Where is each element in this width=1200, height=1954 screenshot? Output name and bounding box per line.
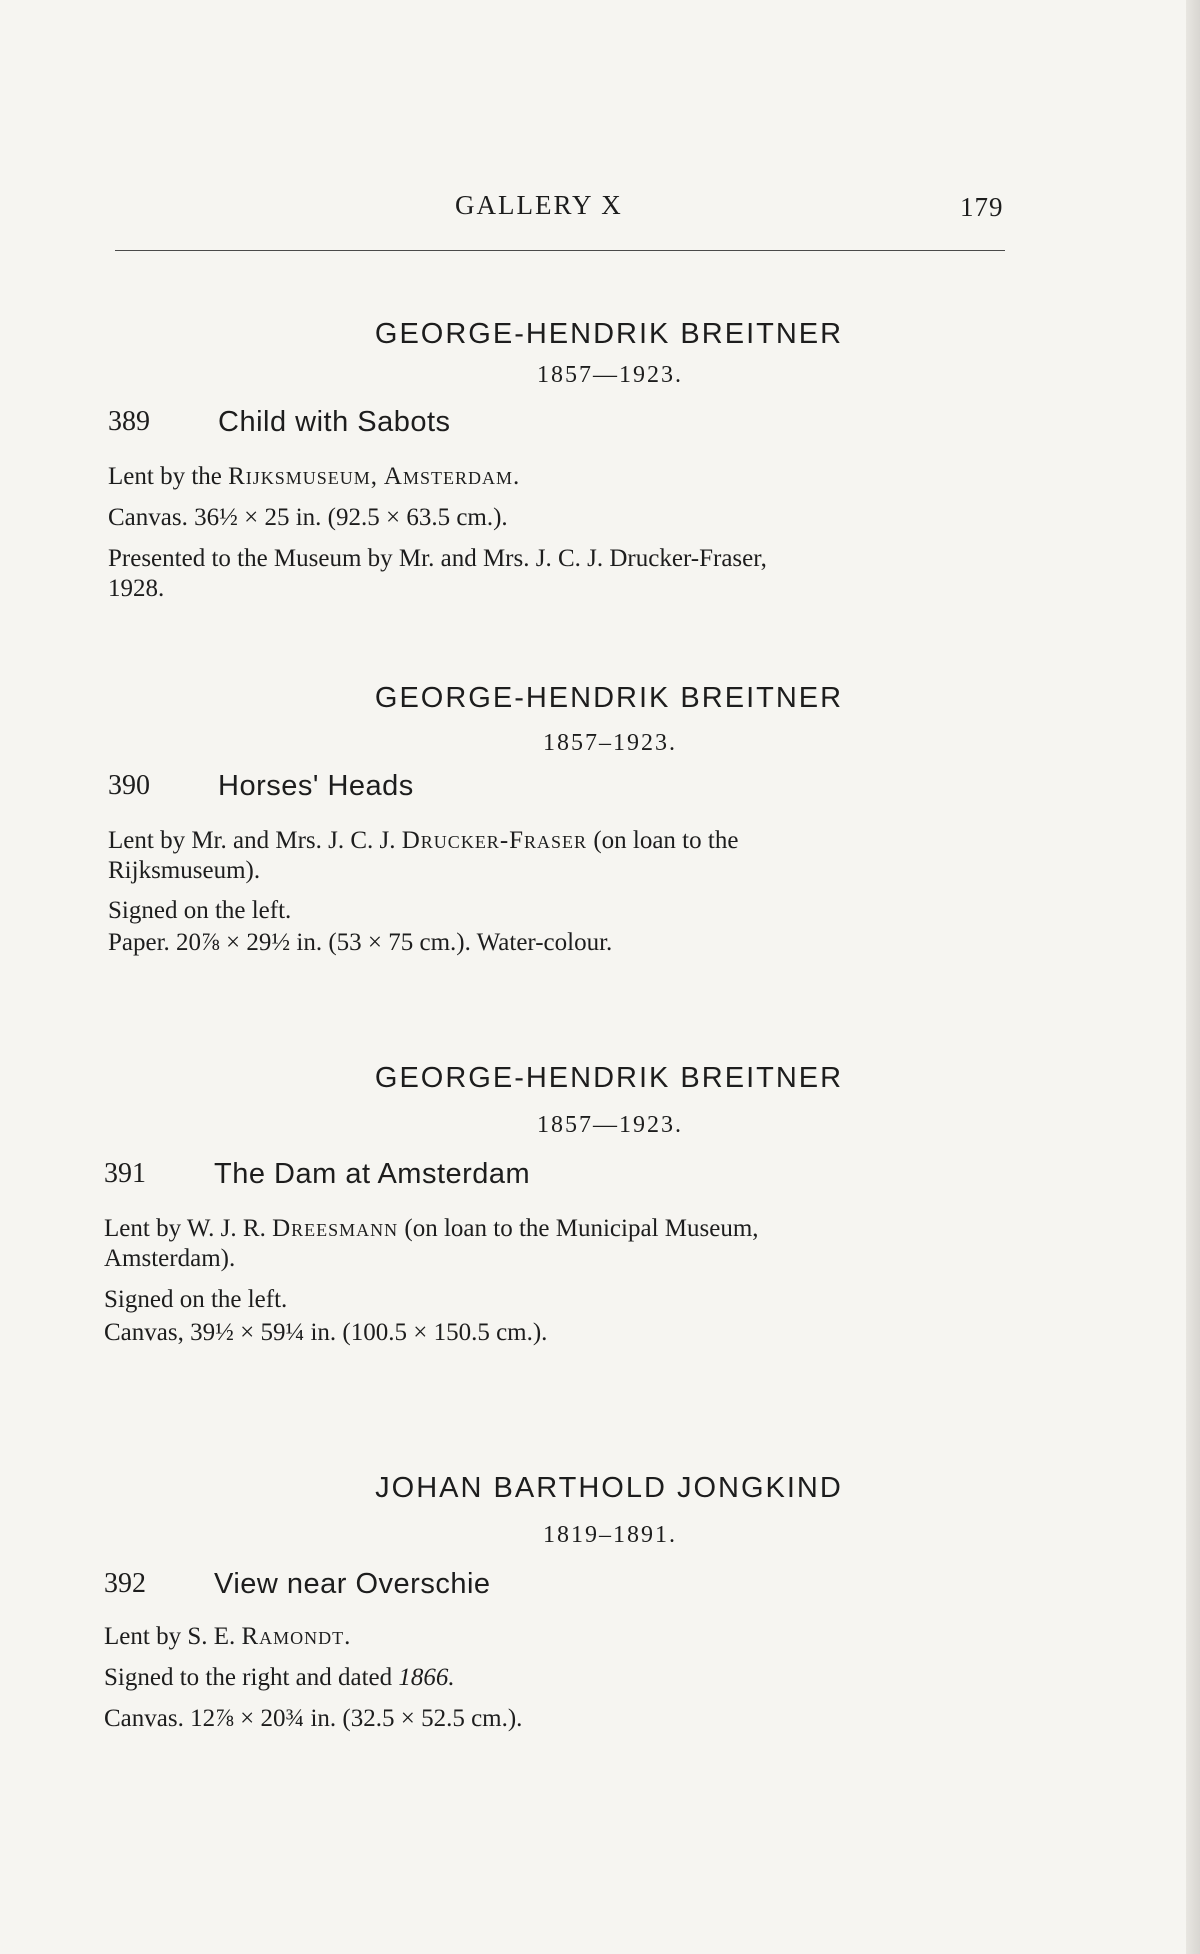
artist-dates: 1857—1923.: [537, 1112, 683, 1138]
lender-line: [104, 1620, 1004, 1654]
lender-name: Drucker-Fraser: [401, 827, 588, 854]
lender-suffix: (on loan to the: [593, 827, 739, 854]
medium-line: Paper. 20⅞ × 29½ in. (53 × 75 cm.). Water-colour.: [108, 929, 613, 956]
artist-heading: GEORGE-HENDRIK BREITNER: [374, 682, 844, 714]
artist-heading: JOHAN BARTHOLD JONGKIND: [375, 1472, 843, 1504]
artist-heading: GEORGE-HENDRIK BREITNER: [374, 1062, 844, 1094]
running-header: [0, 190, 1200, 230]
lender-prefix: Lent by Mr. and Mrs. J. C. J.: [108, 827, 396, 854]
lender-suffix: (on loan to the Municipal Museum,: [404, 1215, 759, 1242]
lender-line-2: Amsterdam).: [104, 1245, 236, 1272]
artist-dates: 1857–1923.: [543, 730, 677, 756]
lender-line-2: Rijksmuseum).: [108, 857, 261, 884]
work-title: The Dam at Amsterdam: [214, 1158, 531, 1190]
lender-prefix: Lent by the: [108, 463, 222, 490]
work-title: View near Overschie: [214, 1568, 491, 1600]
signature-line: Signed on the left.: [108, 897, 292, 924]
lender-name: Ramondt.: [241, 1623, 352, 1650]
signed-year: 1866.: [398, 1664, 455, 1691]
signature-line: [104, 1661, 1004, 1695]
artist-heading: GEORGE-HENDRIK BREITNER: [374, 318, 844, 350]
medium-line: Canvas, 39½ × 59¼ in. (100.5 × 150.5 cm.).: [104, 1319, 548, 1346]
signature-line: Signed on the left.: [104, 1286, 288, 1313]
signed-prefix: Signed to the right and dated: [104, 1664, 393, 1691]
catalogue-number: 390: [108, 770, 150, 801]
entry-heading: [0, 770, 1200, 810]
entry-heading: [0, 406, 1200, 446]
catalogue-number: 391: [104, 1158, 146, 1189]
medium-line: Canvas. 12⅞ × 20¾ in. (32.5 × 52.5 cm.).: [104, 1705, 523, 1732]
gallery-title: GALLERY X: [455, 190, 623, 220]
lender-name: Dreesmann: [272, 1215, 399, 1242]
header-rule: [115, 250, 1005, 251]
lender-name: Rijksmuseum, Amsterdam.: [228, 463, 521, 490]
lender-line: [104, 1212, 1004, 1246]
medium-line: Canvas. 36½ × 25 in. (92.5 × 63.5 cm.).: [108, 504, 508, 531]
entry-heading: [0, 1568, 1200, 1608]
entry-heading: [0, 1158, 1200, 1198]
catalogue-number: 389: [108, 406, 150, 437]
lender-prefix: Lent by S. E.: [104, 1623, 236, 1650]
lender-prefix: Lent by W. J. R.: [104, 1215, 266, 1242]
provenance-line-2: 1928.: [108, 575, 165, 602]
lender-line: [108, 824, 1008, 858]
page-number: 179: [960, 192, 1004, 222]
work-title: Child with Sabots: [218, 406, 451, 438]
artist-dates: 1819–1891.: [543, 1522, 677, 1548]
provenance-line: Presented to the Museum by Mr. and Mrs. J. C. J. Drucker-Fraser,: [108, 545, 767, 572]
artist-dates: 1857—1923.: [537, 362, 683, 388]
lender-line: [108, 460, 1008, 494]
page-edge: [1186, 0, 1200, 1954]
catalogue-number: 392: [104, 1568, 146, 1599]
work-title: Horses' Heads: [218, 770, 414, 802]
